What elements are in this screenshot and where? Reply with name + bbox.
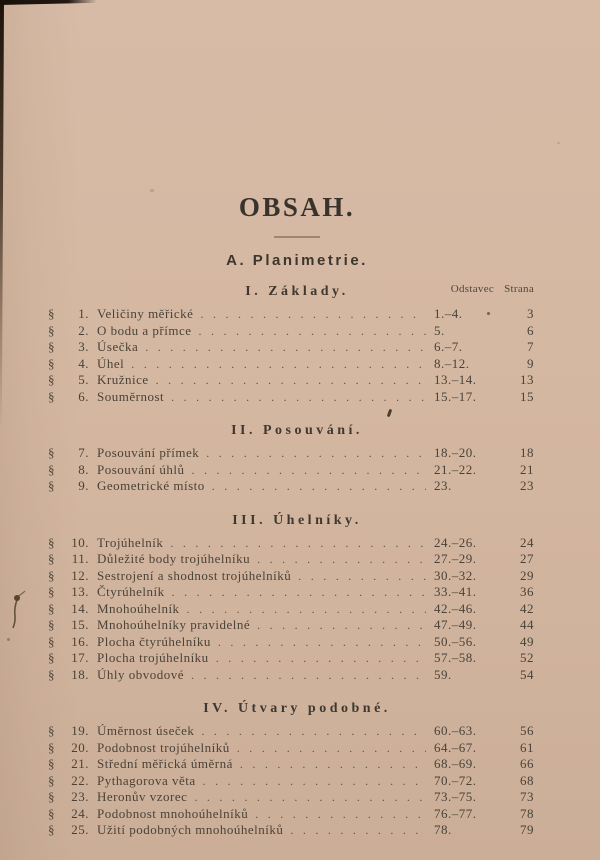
entry-dot-leader xyxy=(156,372,426,389)
toc-entry xyxy=(48,773,534,790)
entry-odstavec: 5. xyxy=(434,322,445,338)
entry-dot-leader xyxy=(257,551,426,568)
entry-dot-leader xyxy=(200,306,426,323)
entry-strana: 54 xyxy=(520,666,534,682)
entry-strana: 44 xyxy=(520,617,534,632)
entry-dot-leader xyxy=(201,723,426,740)
toc-entry xyxy=(48,584,534,601)
entry-odstavec: 64.–67. xyxy=(434,739,477,755)
entry-strana: 52 xyxy=(520,650,534,665)
ink-blot xyxy=(4,588,30,634)
entry-mark: § xyxy=(48,339,55,354)
entry-dot-leader xyxy=(194,789,426,806)
entry-number: 20. xyxy=(71,739,89,755)
entry-number: 11. xyxy=(71,551,89,566)
entry-odstavec: 18.–20. xyxy=(434,445,477,460)
entry-number: 15. xyxy=(71,617,89,632)
entry-mark: § xyxy=(48,666,55,682)
toc-entry xyxy=(48,601,534,618)
entry-title: Mnohoúhelník xyxy=(97,600,180,616)
toc-section xyxy=(48,700,534,839)
entry-title: Mnohoúhelníky pravidelné xyxy=(97,617,251,632)
entry-dot-leader xyxy=(212,478,426,495)
entry-dot-leader xyxy=(199,323,426,340)
entry-mark: § xyxy=(48,372,55,387)
entry-mark: § xyxy=(48,461,55,477)
entry-mark: § xyxy=(48,789,55,804)
entry-strana: 79 xyxy=(520,822,534,837)
entry-odstavec: 6.–7. xyxy=(434,339,463,354)
entry-mark: § xyxy=(48,355,55,371)
entry-title: Úměrnost úseček xyxy=(97,723,195,738)
column-header-odstavec: Odstavec xyxy=(450,283,495,295)
entry-title: Souměrnost xyxy=(97,388,165,404)
entry-odstavec: 30.–32. xyxy=(434,567,477,583)
toc-entry xyxy=(48,789,534,806)
entry-dot-leader xyxy=(170,535,426,552)
entry-title: Pythagorova věta xyxy=(97,772,196,788)
entry-number: 14. xyxy=(71,600,89,616)
entry-title: Úhly obvodové xyxy=(97,666,185,682)
entry-strana: 27 xyxy=(520,551,534,566)
entry-odstavec: 78. xyxy=(434,822,452,837)
entry-title: Geometrické místo xyxy=(97,478,205,493)
entry-title: Plocha trojúhelníku xyxy=(97,650,209,665)
entry-strana: 6 xyxy=(527,322,534,338)
entry-number: 3. xyxy=(78,339,89,354)
entry-strana: 3 xyxy=(527,306,534,321)
entry-dot-leader xyxy=(255,806,426,823)
entry-title: Střední měřická úměrná xyxy=(97,756,233,771)
entry-odstavec: 33.–41. xyxy=(434,584,477,599)
entry-title: Úhel xyxy=(97,355,125,371)
entry-number: 9. xyxy=(78,478,89,493)
entry-strana: 7 xyxy=(527,339,534,354)
toc-section xyxy=(48,512,534,684)
entry-odstavec: 21.–22. xyxy=(434,461,477,477)
toc-entry xyxy=(48,389,534,406)
entry-mark: § xyxy=(48,445,55,460)
entry-mark: § xyxy=(48,600,55,616)
entry-dot-leader xyxy=(216,650,426,667)
section-rows xyxy=(48,445,534,495)
entry-strana: 9 xyxy=(527,355,534,371)
entry-number: 2. xyxy=(78,322,89,338)
entry-odstavec: 24.–26. xyxy=(434,534,477,550)
entry-odstavec: 15.–17. xyxy=(434,388,477,404)
toc-content xyxy=(48,0,534,839)
entry-number: 8. xyxy=(78,461,89,477)
toc-entry xyxy=(48,806,534,823)
entry-mark: § xyxy=(48,739,55,755)
entry-mark: § xyxy=(48,617,55,632)
entry-odstavec: 50.–56. xyxy=(434,633,477,649)
entry-number: 13. xyxy=(71,584,89,599)
entry-odstavec: 60.–63. xyxy=(434,723,477,738)
entry-number: 16. xyxy=(71,633,89,649)
toc-entry xyxy=(48,323,534,340)
entry-odstavec: 23. xyxy=(434,478,452,493)
entry-mark: § xyxy=(48,633,55,649)
entry-strana: 23 xyxy=(520,478,534,493)
entry-mark: § xyxy=(48,478,55,493)
entry-mark: § xyxy=(48,551,55,566)
section-heading: III. Úhelníky. xyxy=(232,512,362,528)
ink-speck xyxy=(487,312,490,315)
entry-title: Heronův vzorec xyxy=(97,789,188,804)
toc-entry xyxy=(48,650,534,667)
entry-mark: § xyxy=(48,567,55,583)
entry-number: 22. xyxy=(71,772,89,788)
page-title: OBSAH. xyxy=(238,192,356,222)
entry-title: Sestrojení a shodnost trojúhelníků xyxy=(97,567,292,583)
entry-number: 6. xyxy=(78,388,89,404)
entry-number: 21. xyxy=(71,756,89,771)
entry-odstavec: 76.–77. xyxy=(434,805,477,821)
entry-odstavec: 59. xyxy=(434,666,452,682)
toc-entry xyxy=(48,306,534,323)
entry-odstavec: 73.–75. xyxy=(434,789,477,804)
toc-entry xyxy=(48,740,534,757)
entry-title: Posouvání přímek xyxy=(97,445,200,460)
entry-dot-leader xyxy=(240,756,426,773)
entry-number: 12. xyxy=(71,567,89,583)
entry-mark: § xyxy=(48,756,55,771)
entry-title: Veličiny měřické xyxy=(97,306,194,321)
toc-entry xyxy=(48,339,534,356)
entry-number: 17. xyxy=(71,650,89,665)
toc-entry xyxy=(48,634,534,651)
entry-strana: 21 xyxy=(520,461,534,477)
entry-dot-leader xyxy=(257,617,426,634)
entry-number: 4. xyxy=(78,355,89,371)
entry-number: 18. xyxy=(71,666,89,682)
toc-entry xyxy=(48,356,534,373)
entry-number: 25. xyxy=(71,822,89,837)
entry-title: Posouvání úhlů xyxy=(97,461,185,477)
entry-strana: 66 xyxy=(520,756,534,771)
entry-strana: 61 xyxy=(520,739,534,755)
toc-entry xyxy=(48,535,534,552)
title-divider xyxy=(274,236,320,238)
entry-odstavec: 47.–49. xyxy=(434,617,477,632)
entry-mark: § xyxy=(48,805,55,821)
entry-strana: 56 xyxy=(520,723,534,738)
entry-strana: 36 xyxy=(520,584,534,599)
entry-odstavec: 42.–46. xyxy=(434,600,477,616)
section-heading: I. Základy. xyxy=(245,284,349,299)
column-header-strana: Strana xyxy=(504,283,534,295)
entry-strana: 78 xyxy=(520,805,534,821)
toc-entry xyxy=(48,445,534,462)
entry-title: Čtyrúhelník xyxy=(97,584,165,599)
entry-dot-leader xyxy=(131,356,426,373)
toc-entry xyxy=(48,568,534,585)
entry-strana: 13 xyxy=(520,372,534,387)
entry-odstavec: 1.–4. xyxy=(434,306,463,321)
toc-entry xyxy=(48,667,534,684)
entry-mark: § xyxy=(48,388,55,404)
entry-strana: 73 xyxy=(520,789,534,804)
entry-dot-leader xyxy=(171,389,426,406)
entry-odstavec: 27.–29. xyxy=(434,551,477,566)
entry-title: Kružnice xyxy=(97,372,149,387)
toc-entry xyxy=(48,551,534,568)
entry-title: Podobnost trojúhelníků xyxy=(97,739,230,755)
entry-number: 23. xyxy=(71,789,89,804)
toc-entry xyxy=(48,822,534,839)
toc-entry xyxy=(48,462,534,479)
entry-title: Trojúhelník xyxy=(97,534,164,550)
entry-mark: § xyxy=(48,534,55,550)
entry-odstavec: 70.–72. xyxy=(434,772,477,788)
entry-mark: § xyxy=(48,772,55,788)
entry-dot-leader xyxy=(290,822,426,839)
paper-stain xyxy=(557,142,560,144)
entry-title: Úsečka xyxy=(97,339,139,354)
entry-mark: § xyxy=(48,650,55,665)
entry-odstavec: 68.–69. xyxy=(434,756,477,771)
table-of-contents xyxy=(48,283,534,839)
entry-number: 1. xyxy=(78,306,89,321)
entry-title: Užití podobných mnohoúhelníků xyxy=(97,822,284,837)
entry-dot-leader xyxy=(206,445,426,462)
section-rows xyxy=(48,306,534,405)
entry-dot-leader xyxy=(191,667,426,684)
part-heading: A. Planimetrie. xyxy=(226,252,368,269)
toc-section xyxy=(48,422,534,495)
toc-section xyxy=(48,283,534,405)
entry-strana: 42 xyxy=(520,600,534,616)
section-heading: II. Posouvání. xyxy=(231,423,363,438)
entry-title: O bodu a přímce xyxy=(97,322,192,338)
entry-mark: § xyxy=(48,723,55,738)
entry-title: Podobnost mnohoúhelníků xyxy=(97,805,249,821)
entry-dot-leader xyxy=(298,568,426,585)
entry-dot-leader xyxy=(192,462,426,479)
column-headers xyxy=(451,283,534,295)
toc-entry xyxy=(48,478,534,495)
toc-entry xyxy=(48,617,534,634)
entry-dot-leader xyxy=(237,740,426,757)
entry-dot-leader xyxy=(145,339,426,356)
toc-entry xyxy=(48,756,534,773)
entry-odstavec: 57.–58. xyxy=(434,650,477,665)
entry-odstavec: 13.–14. xyxy=(434,372,477,387)
section-rows xyxy=(48,723,534,839)
entry-number: 7. xyxy=(78,445,89,460)
entry-strana: 68 xyxy=(520,772,534,788)
entry-mark: § xyxy=(48,584,55,599)
entry-dot-leader xyxy=(172,584,426,601)
entry-dot-leader xyxy=(203,773,426,790)
entry-odstavec: 8.–12. xyxy=(434,355,470,371)
entry-strana: 15 xyxy=(520,388,534,404)
scan-edge-left xyxy=(0,0,4,430)
entry-mark: § xyxy=(48,822,55,837)
paper-stain xyxy=(150,189,154,192)
ink-speck xyxy=(7,638,10,641)
entry-mark: § xyxy=(48,306,55,321)
entry-number: 24. xyxy=(71,805,89,821)
entry-mark: § xyxy=(48,322,55,338)
entry-number: 10. xyxy=(71,534,89,550)
entry-dot-leader xyxy=(187,601,426,618)
toc-entry xyxy=(48,372,534,389)
section-heading: IV. Útvary podobné. xyxy=(203,701,391,716)
entry-strana: 18 xyxy=(520,445,534,460)
entry-number: 5. xyxy=(78,372,89,387)
entry-title: Důležité body trojúhelníku xyxy=(97,551,251,566)
entry-strana: 24 xyxy=(520,534,534,550)
entry-title: Plocha čtyrúhelníku xyxy=(97,633,211,649)
entry-strana: 49 xyxy=(520,633,534,649)
entry-dot-leader xyxy=(218,634,426,651)
entry-strana: 29 xyxy=(520,567,534,583)
entry-number: 19. xyxy=(71,723,89,738)
section-rows xyxy=(48,535,534,684)
toc-entry xyxy=(48,723,534,740)
